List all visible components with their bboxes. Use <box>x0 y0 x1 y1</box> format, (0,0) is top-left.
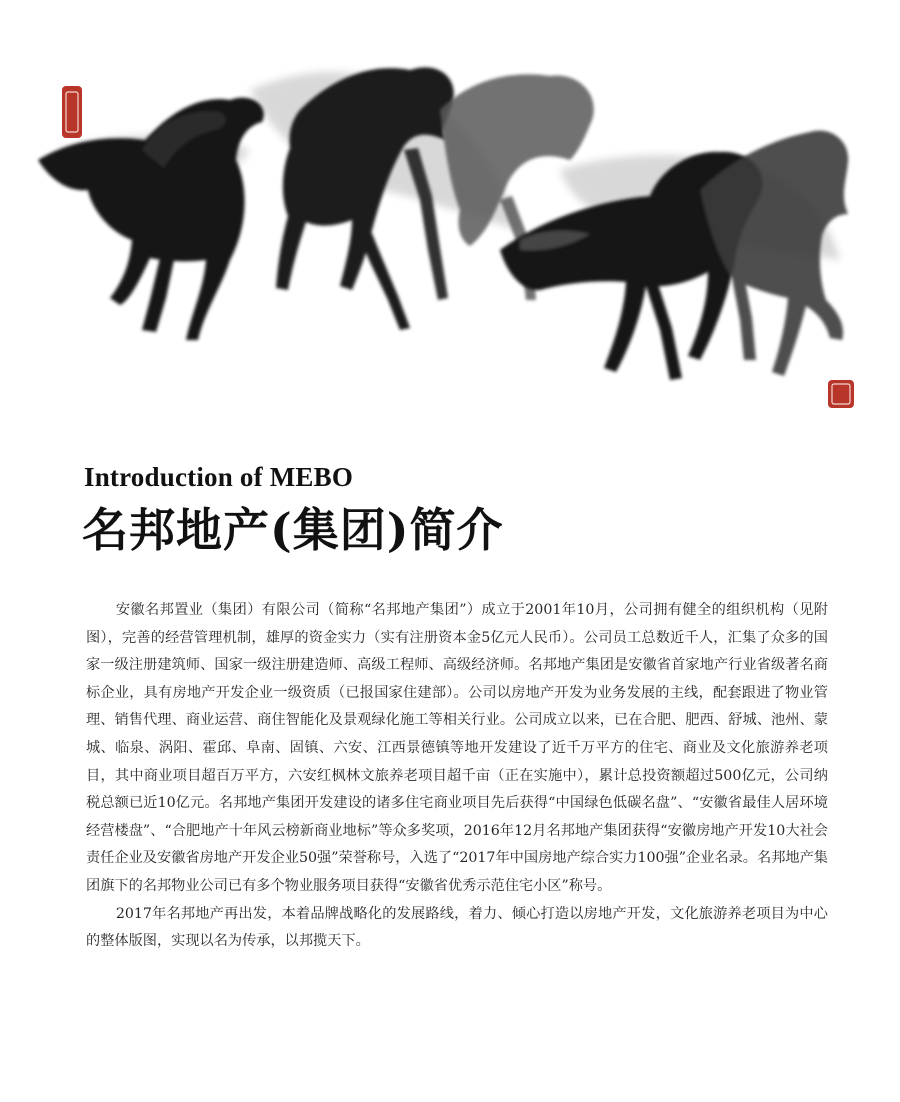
paragraph: 2017年名邦地产再出发，本着品牌战略化的发展路线，着力、倾心打造以房地产开发，文化旅游养老项目为中心的整体版图，实现以名为传承，以邦揽天下。 <box>86 905 828 950</box>
paragraph: 安徽名邦置业（集团）有限公司（简称“名邦地产集团”）成立于2001年10月，公司拥有健全的组织机构（见附图），完善的经营管理机制，雄厚的资金实力（实有注册资本金5亿元人民币）。公司员工总数近千人，汇集了众多的国家一级注册建筑师、国家一级注册建造师、高级工程师、高级经济师。名邦地产集团是安徽省首家地产行业省级著名商标企业，具有房地产开发企业一级资质（已报国家住建部）。公司以房地产开发为业务发展的主线，配套跟进了物业管理、销售代理、商业运营、商住智能化及景观绿化施工等相关行业。公司成立以来，已在合肥、肥西、舒城、池州、蒙城、临泉、涡阳、霍邱、阜南、固镇、六安、江西景德镇等地开发建设了近千万平方的住宅、商业及文化旅游养老项目，其中商业项目超百万平方，六安红枫林文旅养老项目超千亩（正在实施中），累计总投资额超过500亿元，公司纳税总额已近10亿元。名邦地产集团开发建设的诸多住宅商业项目先后获得“中国绿色低碳名盘”、“安徽省最佳人居环境经营楼盘”、“合肥地产十年风云榜新商业地标”等众多奖项，2016年12月名邦地产集团获得“安徽房地产开发10大社会责任企业及安徽省房地产开发企业50强”荣誉称号，入选了“2017年中国房地产综合实力100强”企业名录。名邦地产集团旗下的名邦物业公司已有多个物业服务项目获得“安徽省优秀示范住宅小区”称号。 <box>86 602 828 894</box>
heading-chinese: 名邦地产(集团)简介 <box>82 503 504 557</box>
seal-bottom-right <box>828 380 854 408</box>
seal-top-left <box>62 86 82 138</box>
horses-ink-painting-graphic <box>0 0 900 440</box>
heading-english: Introduction of MEBO <box>84 462 354 492</box>
introduction-body <box>86 597 828 956</box>
horses-ink-painting <box>0 0 900 440</box>
